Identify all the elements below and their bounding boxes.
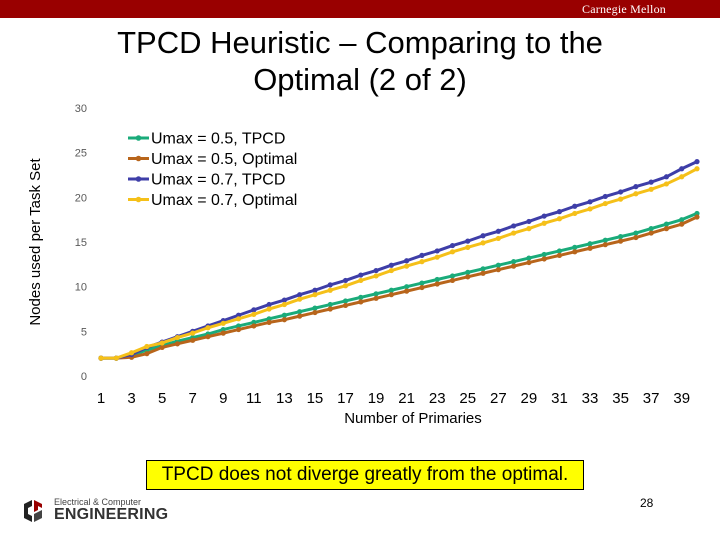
data-point [679,174,684,179]
data-point [694,159,699,164]
data-point [557,248,562,253]
data-point [435,255,440,260]
data-point [649,180,654,185]
data-point [557,209,562,214]
data-point [664,222,669,227]
x-tick-label: 21 [398,390,415,407]
x-tick-label: 35 [612,390,629,407]
data-point [297,309,302,314]
data-point [526,226,531,231]
data-point [312,306,317,311]
data-point [511,264,516,269]
data-point [297,314,302,319]
data-point [419,259,424,264]
data-point [312,288,317,293]
data-point [664,174,669,179]
data-point [480,233,485,238]
x-tick-label: 3 [127,390,136,407]
data-point [435,281,440,286]
legend-label: Umax = 0.5, TPCD [151,130,286,148]
data-point [251,323,256,328]
data-point [358,272,363,277]
data-point [480,266,485,271]
y-tick-label: 5 [80,326,87,339]
data-point [572,245,577,250]
data-point [572,211,577,216]
data-point [664,226,669,231]
y-tick-label: 10 [74,281,87,294]
data-point [511,259,516,264]
data-point [633,235,638,240]
data-point [587,246,592,251]
data-point [633,230,638,235]
data-point [404,284,409,289]
data-point [160,345,165,350]
data-point [343,298,348,303]
data-point [389,288,394,293]
data-point [175,341,180,346]
data-point [389,263,394,268]
data-point [572,204,577,209]
data-point [526,255,531,260]
data-point [465,270,470,275]
data-point [328,306,333,311]
x-tick-label: 9 [219,390,228,407]
data-point [480,271,485,276]
data-point [465,239,470,244]
y-tick-label: 15 [74,237,87,249]
data-point [282,302,287,307]
data-point [129,350,134,355]
data-point [282,317,287,322]
data-point [312,310,317,315]
x-tick-label: 33 [581,390,599,407]
title-line-1: TPCD Heuristic – Comparing to the [117,25,603,60]
data-point [144,351,149,356]
data-point [419,280,424,285]
data-point [679,166,684,171]
data-point [603,201,608,206]
data-point [343,283,348,288]
x-tick-label: 27 [489,390,507,407]
x-tick-label: 37 [642,390,660,407]
data-point [358,299,363,304]
data-point [465,245,470,250]
data-point [144,344,149,349]
data-point [114,356,119,361]
ece-logo-small-text: Electrical & Computer [54,497,142,507]
data-point [404,289,409,294]
data-point [618,189,623,194]
legend-swatch-marker [136,197,142,203]
data-point [251,307,256,312]
data-point [557,253,562,258]
ece-logo-mark [20,498,46,524]
legend-label: Umax = 0.7, Optimal [151,192,298,209]
cmu-logo: Carnegie Mellon [582,2,666,16]
data-point [603,238,608,243]
title-line-2: Optimal (2 of 2) [253,62,467,97]
y-tick-label: 30 [74,103,87,115]
x-tick-label: 11 [246,390,262,407]
data-point [511,230,516,235]
legend-label: Umax = 0.7, TPCD [151,171,286,189]
data-point [618,197,623,202]
data-point [572,249,577,254]
data-point [618,239,623,244]
data-point [328,288,333,293]
x-tick-label: 31 [551,390,568,407]
data-point [282,313,287,318]
callout-box [146,460,584,490]
data-point [282,297,287,302]
data-point [175,335,180,340]
data-point [328,282,333,287]
data-point [190,331,195,336]
x-tick-label: 19 [367,390,385,407]
data-point [267,302,272,307]
data-point [358,295,363,300]
data-point [633,191,638,196]
data-point [389,268,394,273]
data-point [587,199,592,204]
x-tick-label: 17 [337,390,354,407]
x-tick-label: 23 [428,390,446,407]
data-point [373,291,378,296]
data-point [358,278,363,283]
data-point [649,187,654,192]
data-point [373,296,378,301]
data-point [664,181,669,186]
ece-logo-big-text: ENGINEERING [54,506,169,523]
data-point [542,221,547,226]
data-point [221,321,226,326]
x-tick-label: 13 [276,390,293,407]
data-point [236,327,241,332]
page-number: 28 [640,496,654,510]
data-point [633,184,638,189]
data-point [190,338,195,343]
data-point [98,356,103,361]
data-point [679,217,684,222]
y-axis-title: Nodes used per Task Set [27,158,44,326]
data-point [221,331,226,336]
data-point [404,258,409,263]
y-tick-label: 0 [80,371,87,383]
data-point [542,213,547,218]
data-point [694,166,699,171]
data-point [251,312,256,317]
data-point [450,243,455,248]
x-tick-label: 29 [520,390,538,407]
x-tick-label: 5 [157,390,167,407]
data-point [205,334,210,339]
data-point [267,306,272,311]
data-point [496,267,501,272]
data-point [496,229,501,234]
callout-text: TPCD does not diverge greatly from the optimal. [161,464,569,485]
data-point [496,236,501,241]
legend-swatch-marker [136,176,142,182]
legend-swatch-marker [136,156,142,162]
data-point [587,206,592,211]
data-point [160,340,165,345]
data-point [435,248,440,253]
data-point [205,325,210,330]
data-point [496,263,501,268]
x-tick-label: 1 [96,390,106,407]
data-point [373,268,378,273]
data-point [511,223,516,228]
x-tick-label: 39 [673,390,691,407]
data-point [435,277,440,282]
data-point [587,241,592,246]
data-point [603,242,608,247]
data-point [389,292,394,297]
data-point [603,194,608,199]
data-point [465,274,470,279]
x-axis-title: Number of Primaries [344,410,482,427]
data-point [450,278,455,283]
data-point [542,256,547,261]
data-point [343,303,348,308]
data-point [236,316,241,321]
ece-logo [20,496,170,526]
data-point [328,302,333,307]
y-tick-label: 20 [74,192,87,205]
legend-label: Umax = 0.5, Optimal [151,151,298,168]
data-point [297,292,302,297]
data-point [649,230,654,235]
data-point [450,249,455,254]
legend-swatch-marker [136,135,142,141]
x-tick-label: 25 [459,390,477,407]
data-point [419,253,424,258]
data-point [312,292,317,297]
x-tick-label: 7 [188,390,197,407]
data-point [297,297,302,302]
y-tick-label: 25 [74,147,87,160]
data-point [267,320,272,325]
data-point [557,216,562,221]
data-point [480,240,485,245]
data-point [694,214,699,219]
data-point [526,260,531,265]
data-point [450,273,455,278]
data-point [542,252,547,257]
data-point [679,222,684,227]
data-point [526,219,531,224]
data-point [419,285,424,290]
data-point [649,226,654,231]
x-tick-label: 15 [306,390,324,407]
data-point [618,234,623,239]
data-point [343,278,348,283]
data-point [404,264,409,269]
data-point [373,273,378,278]
